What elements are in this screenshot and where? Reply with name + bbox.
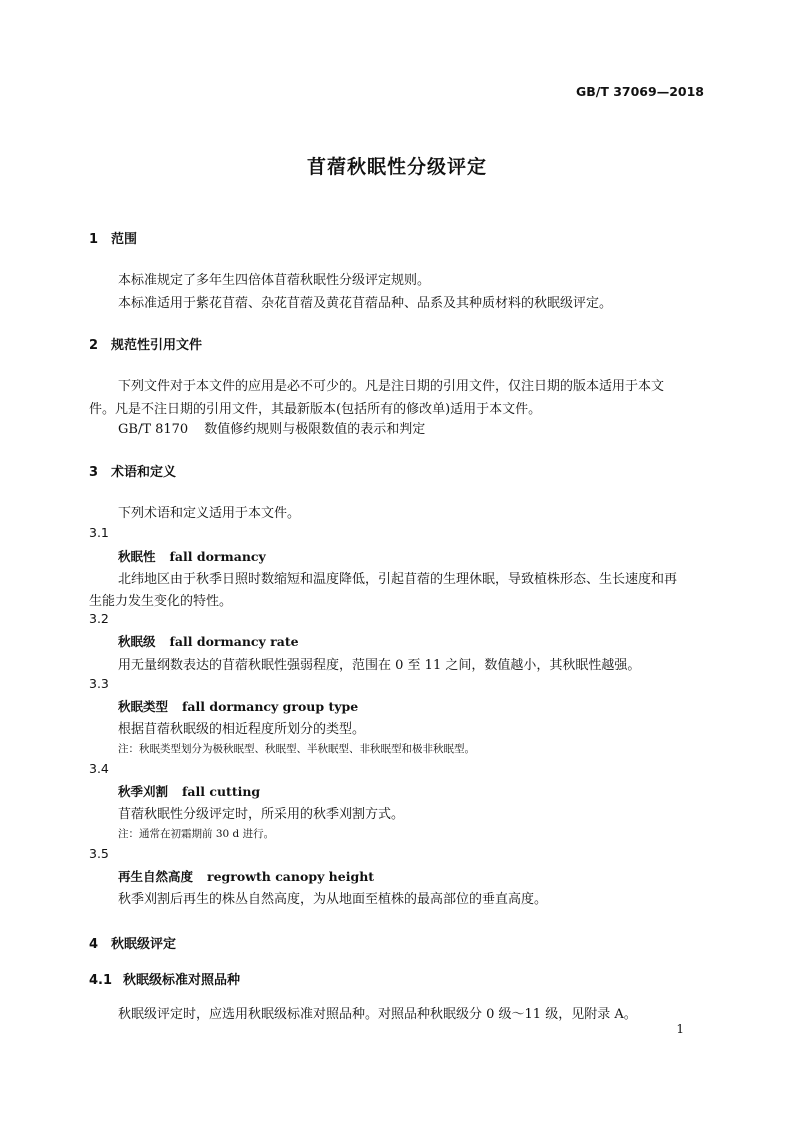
paragraph: 本标准适用于紫花苜蓿、杂花苜蓿及黄花苜蓿品种、品系及其种质材料的秋眠级评定。	[118, 296, 613, 311]
section-number: 4	[89, 937, 99, 952]
term-cn: 秋眠性	[118, 549, 156, 564]
page-number: 1	[676, 1022, 684, 1036]
paragraph: 本标准规定了多年生四倍体苜蓿秋眠性分级评定规则。	[118, 273, 431, 288]
term-en: fall cutting	[182, 784, 261, 799]
term-cn: 秋季刈割	[118, 784, 169, 799]
definition: 根据苜蓿秋眠级的相近程度所划分的类型。	[118, 722, 366, 737]
clause-number-3-4: 3.4	[89, 761, 109, 776]
note: 注：秋眠类型划分为极秋眠型、秋眠型、半秋眠型、非秋眠型和极非秋眠型。	[118, 743, 475, 755]
term-fall-dormancy	[118, 547, 266, 565]
term-fall-cutting	[118, 782, 260, 800]
reference-title: 数值修约规则与极限数值的表示和判定	[204, 422, 426, 437]
term-en: fall dormancy	[169, 549, 266, 564]
paragraph-continued: 件。凡是不注日期的引用文件，其最新版本(包括所有的修改单)适用于本文件。	[89, 402, 542, 417]
standard-number: GB/T 37069—2018	[575, 84, 704, 99]
document-title: 苜蓿秋眠性分级评定	[306, 156, 487, 178]
definition: 北纬地区由于秋季日照时数缩短和温度降低，引起苜蓿的生理休眠，导致植株形态、生长速度和再	[118, 572, 678, 587]
term-cn: 秋眠级	[118, 634, 156, 649]
term-regrowth-canopy-height	[118, 867, 374, 885]
section-number: 1	[89, 232, 99, 247]
term-en: fall dormancy group type	[182, 699, 359, 714]
paragraph: 下列文件对于本文件的应用是必不可少的。凡是注日期的引用文件，仅注日期的版本适用于本文	[118, 379, 665, 394]
note: 注：通常在初霜期前 30 d 进行。	[118, 828, 275, 840]
section-title: 术语和定义	[111, 465, 177, 480]
section-number: 2	[89, 338, 99, 353]
section-4-heading	[89, 933, 176, 952]
section-title: 秋眠级评定	[111, 937, 177, 952]
clause-number-3-2: 3.2	[89, 611, 109, 626]
normative-reference	[118, 418, 425, 437]
reference-code: GB/T 8170	[118, 422, 189, 437]
section-title: 秋眠级标准对照品种	[123, 973, 241, 988]
section-title: 规范性引用文件	[111, 338, 203, 353]
section-3-heading	[89, 461, 176, 480]
term-en: regrowth canopy height	[207, 869, 375, 884]
term-cn: 秋眠类型	[118, 699, 169, 714]
clause-number-3-1: 3.1	[89, 525, 109, 540]
definition: 秋季刈割后再生的株丛自然高度，为从地面至植株的最高部位的垂直高度。	[118, 892, 548, 907]
term-cn: 再生自然高度	[118, 869, 194, 884]
definition-continued: 生能力发生变化的特性。	[89, 594, 233, 609]
paragraph: 下列术语和定义适用于本文件。	[118, 506, 301, 521]
section-number: 4.1	[89, 973, 113, 988]
section-1-heading	[89, 228, 137, 247]
clause-number-3-5: 3.5	[89, 846, 109, 861]
term-en: fall dormancy rate	[169, 634, 299, 649]
term-fall-dormancy-rate	[118, 632, 299, 650]
section-2-heading	[89, 334, 202, 353]
definition: 苜蓿秋眠性分级评定时，所采用的秋季刈割方式。	[118, 807, 405, 822]
section-title: 范围	[111, 232, 138, 247]
term-fall-dormancy-group-type	[118, 697, 358, 715]
definition: 用无量纲数表达的苜蓿秋眠性强弱程度，范围在 0 至 11 之间，数值越小，其秋眠性越强。	[118, 658, 641, 673]
paragraph: 秋眠级评定时，应选用秋眠级标准对照品种。对照品种秋眠级分 0 级～11 级，见附录 A。	[118, 1007, 637, 1022]
clause-number-3-3: 3.3	[89, 676, 109, 691]
section-number: 3	[89, 465, 99, 480]
section-4-1-heading	[89, 969, 240, 988]
